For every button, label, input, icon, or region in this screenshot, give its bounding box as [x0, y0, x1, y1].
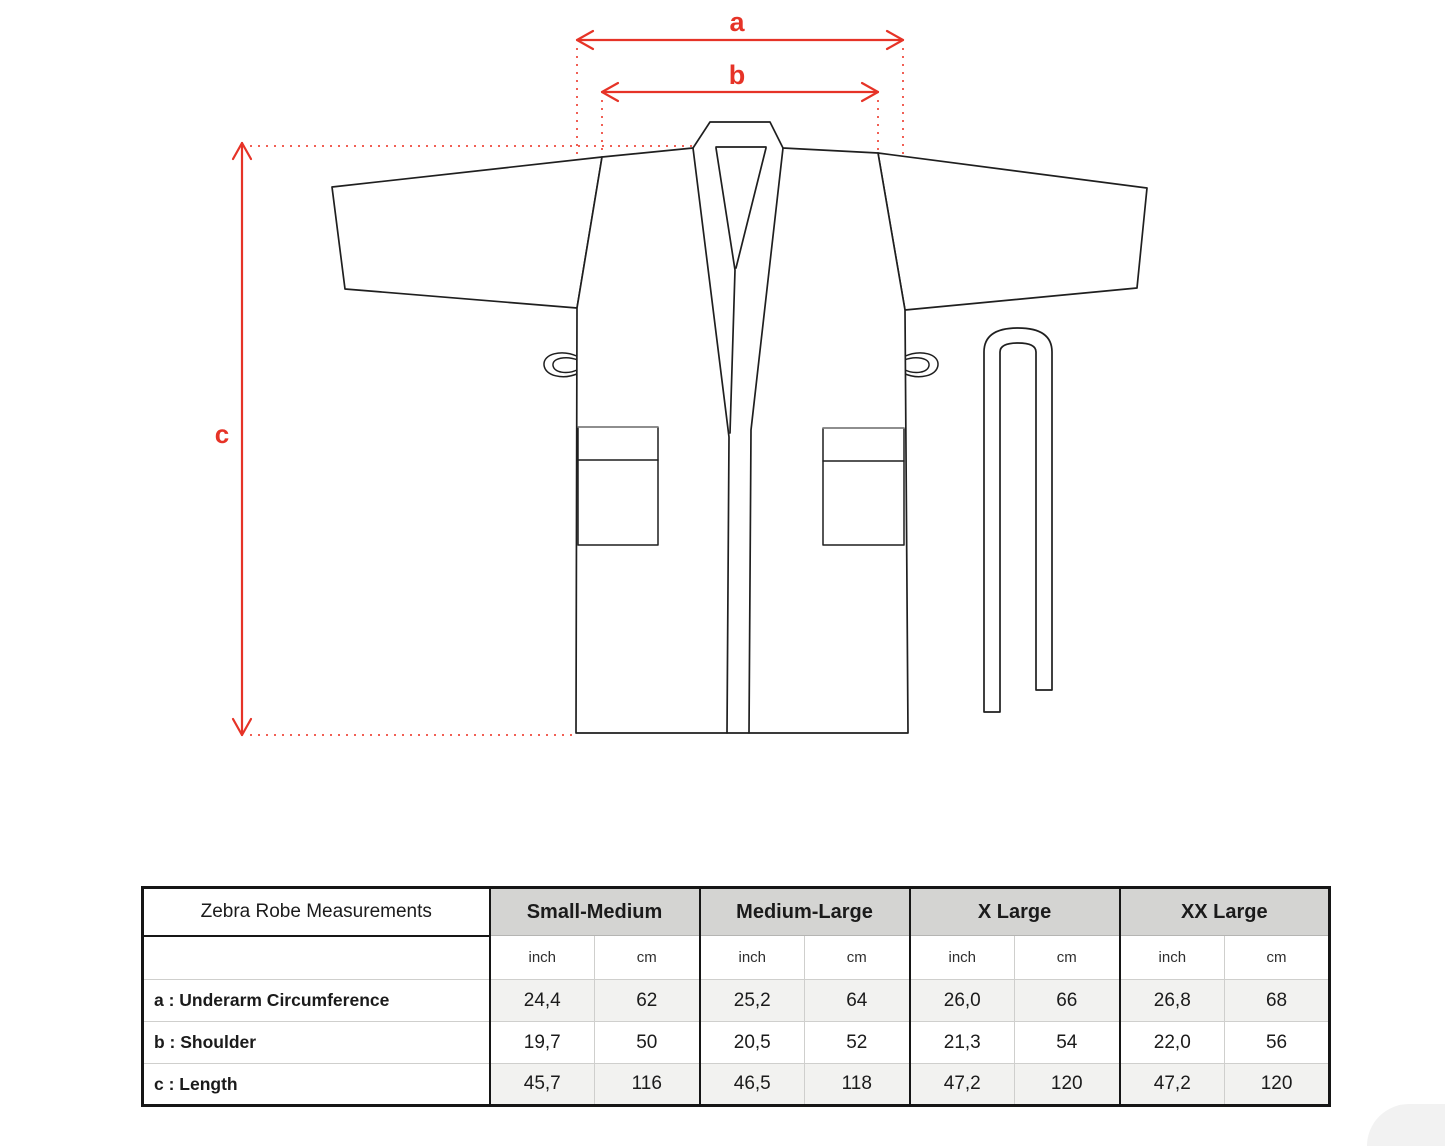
unit-cm: cm [1015, 936, 1120, 980]
value-cell: 47,2 [910, 1064, 1015, 1106]
value-cell: 68 [1225, 980, 1330, 1022]
value-cell: 47,2 [1120, 1064, 1225, 1106]
label-a: a [729, 7, 745, 37]
size-column-xx-large: XX Large [1120, 888, 1330, 936]
value-cell: 25,2 [700, 980, 805, 1022]
value-cell: 26,0 [910, 980, 1015, 1022]
right-drawstring-loop [904, 353, 938, 377]
value-cell: 116 [595, 1064, 700, 1106]
table-units-row [143, 936, 1330, 980]
value-cell: 120 [1225, 1064, 1330, 1106]
table-header-row [143, 888, 1330, 936]
belt-tie [984, 328, 1052, 712]
unit-inch: inch [910, 936, 1015, 980]
unit-cm: cm [805, 936, 910, 980]
row-label: c : Length [143, 1064, 490, 1106]
label-c: c [214, 419, 230, 449]
value-cell: 24,4 [490, 980, 595, 1022]
robe-drawing [332, 122, 1147, 733]
size-column-medium-large: Medium-Large [700, 888, 910, 936]
value-cell: 21,3 [910, 1022, 1015, 1064]
table-row-underarm [143, 980, 1330, 1022]
value-cell: 26,8 [1120, 980, 1225, 1022]
empty-label-cell [143, 936, 490, 980]
value-cell: 45,7 [490, 1064, 595, 1106]
arrow-c [233, 143, 251, 735]
row-label: b : Shoulder [143, 1022, 490, 1064]
value-cell: 52 [805, 1022, 910, 1064]
row-label: a : Underarm Circumference [143, 980, 490, 1022]
unit-inch: inch [700, 936, 805, 980]
unit-cm: cm [595, 936, 700, 980]
value-cell: 19,7 [490, 1022, 595, 1064]
value-cell: 56 [1225, 1022, 1330, 1064]
size-column-x-large: X Large [910, 888, 1120, 936]
right-sleeve [878, 153, 1147, 310]
table-row-shoulder [143, 1022, 1330, 1064]
value-cell: 20,5 [700, 1022, 805, 1064]
value-cell: 62 [595, 980, 700, 1022]
table-row-length [143, 1064, 1330, 1106]
value-cell: 64 [805, 980, 910, 1022]
value-cell: 22,0 [1120, 1022, 1225, 1064]
value-cell: 120 [1015, 1064, 1120, 1106]
corner-shade [1367, 1104, 1445, 1146]
value-cell: 66 [1015, 980, 1120, 1022]
size-column-small-medium: Small-Medium [490, 888, 700, 936]
value-cell: 46,5 [700, 1064, 805, 1106]
unit-inch: inch [490, 936, 595, 980]
unit-inch: inch [1120, 936, 1225, 980]
measurement-table [141, 886, 1331, 1107]
left-drawstring-loop [544, 353, 578, 377]
label-b: b [728, 60, 746, 90]
unit-cm: cm [1225, 936, 1330, 980]
table-title: Zebra Robe Measurements [143, 888, 490, 936]
value-cell: 54 [1015, 1022, 1120, 1064]
value-cell: 118 [805, 1064, 910, 1106]
left-sleeve [332, 157, 602, 308]
value-cell: 50 [595, 1022, 700, 1064]
